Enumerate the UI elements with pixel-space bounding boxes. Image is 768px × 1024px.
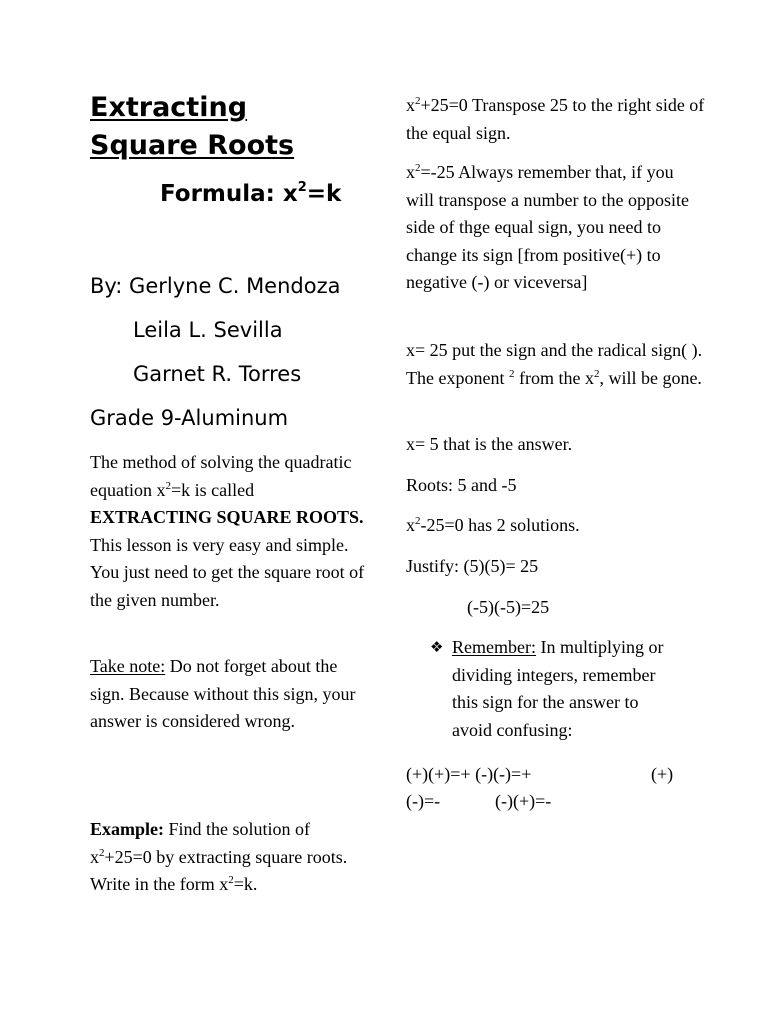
- step-sign-rule: [406, 159, 706, 297]
- step2-var: x: [406, 162, 415, 182]
- diamond-bullet-icon: ❖: [430, 638, 444, 656]
- intro-paragraph: [90, 449, 365, 614]
- example-text-3: =k.: [233, 874, 258, 894]
- sign-rules-line-2: (-)=-: [406, 791, 441, 811]
- step1-text: +25=0 Transpose 25 to the right side of the equal sign.: [406, 95, 705, 143]
- grade-section: Grade 9-Aluminum: [90, 406, 289, 430]
- intro-text-1: The method of solving the quadratic equation x: [90, 452, 352, 500]
- formula-exponent: 2: [297, 180, 307, 195]
- sign-rules-line-2-end: (-)(+)=-: [495, 791, 552, 811]
- step3-text-3: , will be gone.: [599, 367, 702, 388]
- intro-exponent: 2: [165, 479, 171, 492]
- document-title: [90, 89, 294, 165]
- step3-exponent-1: 2: [508, 367, 515, 380]
- step-solutions: [406, 512, 706, 540]
- title-line-2: Square Roots: [90, 130, 295, 161]
- step-justify-negative: (-5)(-5)=25: [467, 597, 550, 617]
- example-exponent-2: 2: [228, 874, 234, 886]
- formula-heading: [160, 181, 341, 207]
- step-answer: x= 5 that is the answer.: [406, 434, 573, 454]
- example-text-2: +25=0 by extracting square roots. Write in the form x: [90, 846, 348, 894]
- step-radical: [406, 337, 706, 392]
- step3-exponent-2: 2: [593, 367, 600, 380]
- remember-text: In multiplying or dividing integers, remember this sign for the answer to avoid confusing:: [452, 637, 664, 740]
- step6-text: -25=0 has 2 solutions.: [420, 515, 580, 535]
- step6-var: x: [406, 515, 415, 535]
- step1-var: x: [406, 95, 415, 115]
- intro-bold-term: EXTRACTING SQUARE ROOTS.: [90, 507, 364, 527]
- title-line-1: Extracting: [90, 92, 248, 123]
- intro-text-3: This lesson is very easy and simple. You just need to get the square root of the given number.: [90, 534, 365, 610]
- author-2: Leila L. Sevilla: [133, 318, 283, 342]
- formula-label: Formula: x: [160, 181, 298, 207]
- step-justify: Justify: (5)(5)= 25: [406, 556, 539, 576]
- step2-exponent: 2: [415, 162, 421, 174]
- sign-rules-line-1: (+)(+)=+ (-)(-)=+: [406, 764, 532, 784]
- step-transpose: [406, 92, 706, 147]
- step1-exponent: 2: [415, 95, 421, 107]
- example-label: Example:: [90, 819, 164, 839]
- example-exponent-1: 2: [99, 846, 105, 859]
- remember-note: [430, 634, 675, 744]
- author-by-line: By: Gerlyne C. Mendoza: [90, 274, 341, 298]
- sign-rules-line-1-end: (+): [651, 764, 674, 784]
- remember-label: Remember:: [452, 637, 536, 657]
- formula-rest: =k: [306, 181, 342, 207]
- step6-exponent: 2: [415, 515, 421, 527]
- example-text-1: Find the solution of x: [90, 819, 311, 867]
- intro-text-2: =k is called: [170, 479, 255, 500]
- step-roots: Roots: 5 and -5: [406, 475, 517, 495]
- take-note-label: Take note:: [90, 656, 166, 676]
- take-note-text: Do not forget about the sign. Because without this sign, your answer is considered wrong.: [90, 656, 356, 731]
- step2-text: =-25 Always remember that, if you will transpose a number to the opposite side of thge equal sign, you need to change its sign [from positive(+) to negative (-) or viceversa]: [406, 162, 689, 292]
- author-3: Garnet R. Torres: [133, 362, 302, 386]
- step3-text-1: x= 25 put the sign and the radical sign( ). The exponent: [406, 340, 703, 388]
- step3-text-2: from the x: [514, 367, 594, 388]
- take-note-paragraph: [90, 653, 365, 736]
- remember-text-block: [452, 634, 675, 744]
- example-paragraph: [90, 816, 365, 899]
